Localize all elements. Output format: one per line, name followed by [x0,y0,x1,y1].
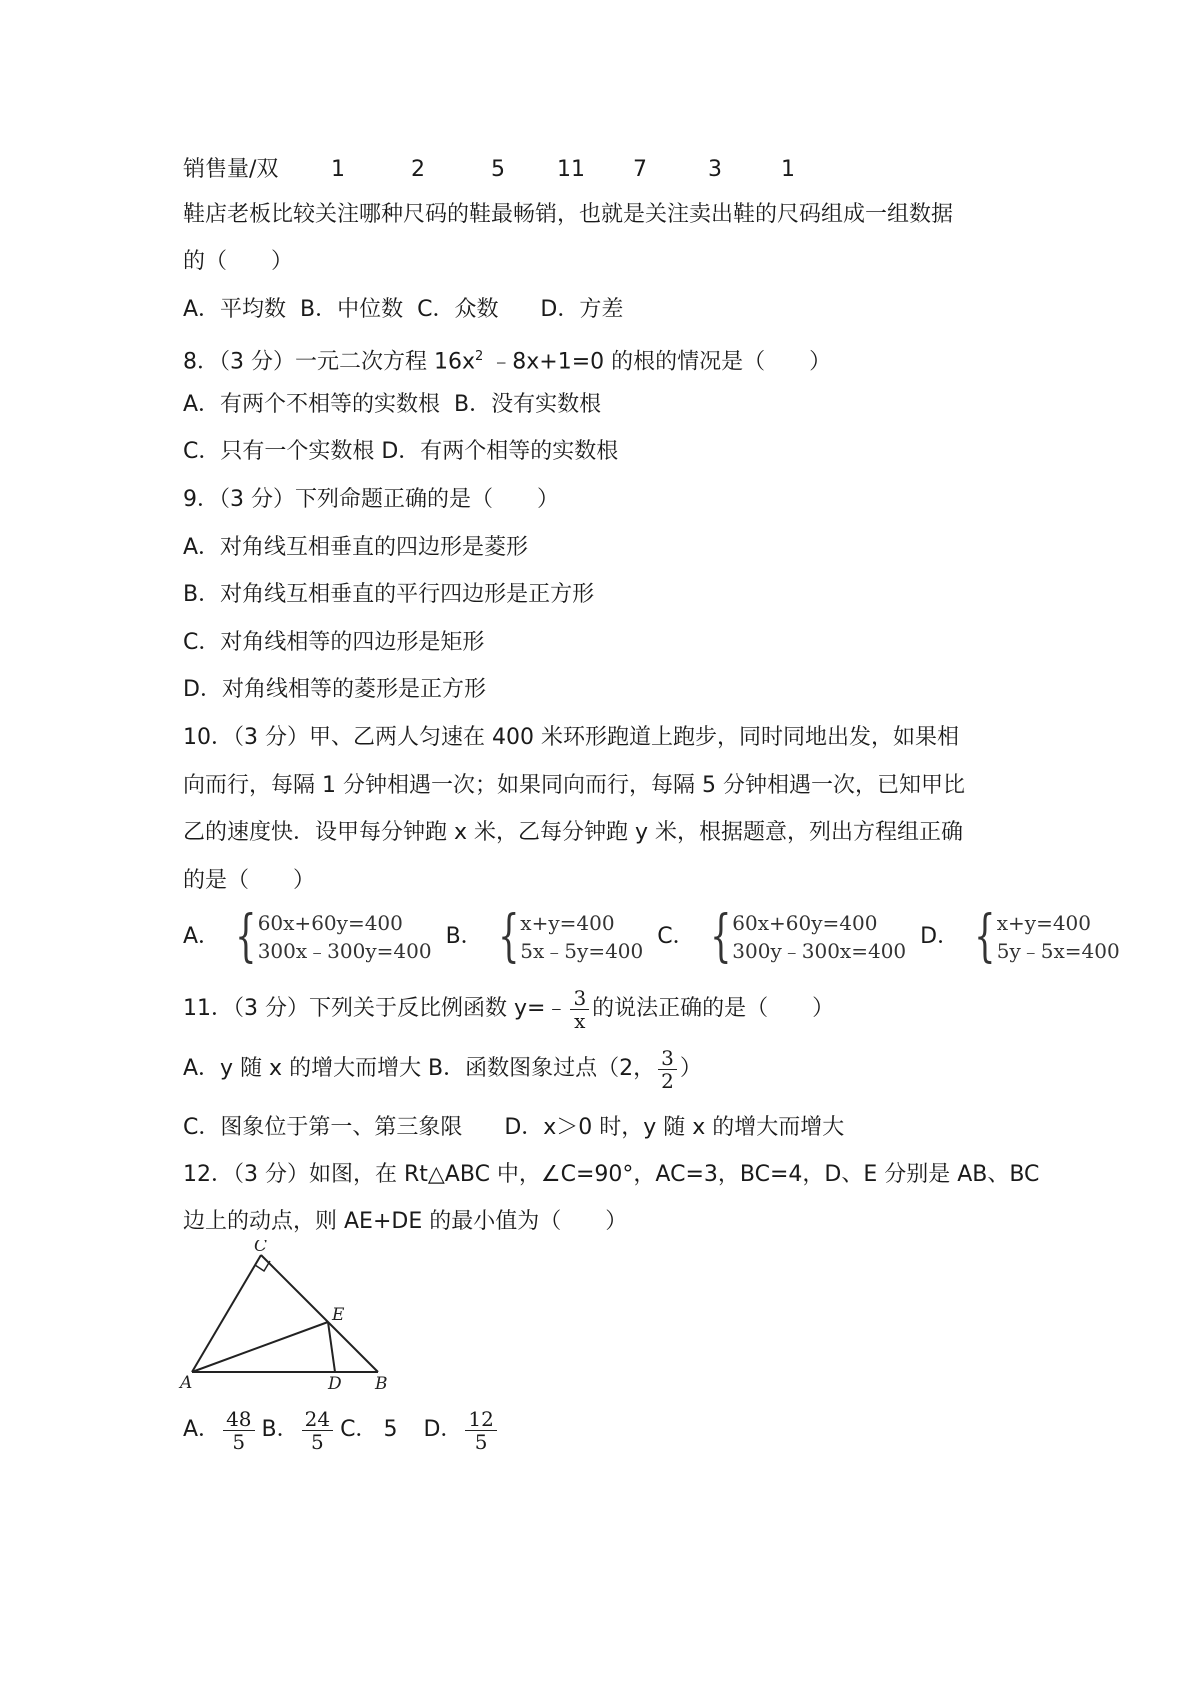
sales-value: 11 [557,157,585,182]
q11-fraction [570,987,589,1032]
fraction-denominator: 5 [474,1429,488,1454]
q7-options: A．平均数 B．中位数 C．众数 D．方差 [183,297,624,322]
triangle-figure [178,1240,408,1390]
q7-stem-line1: 鞋店老板比较关注哪种尺码的鞋最畅销，也就是关注卖出鞋的尺码组成一组数据 [183,202,954,227]
equation: 5y﹣5x=400 [996,939,1120,963]
q12-option-a-label: A． [183,1417,221,1442]
q11-option-ab-pre: A．y 随 x 的增大而增大 B．函数图象过点（2， [183,1056,656,1081]
q10-stem-line4: 的是（ ） [183,868,316,893]
equation: 60x+60y=400 [257,911,403,935]
q11-stem-pre: 11．（3 分）下列关于反比例函数 y=﹣ [183,996,568,1021]
label-a: A [180,1373,193,1390]
fraction-numerator: 3 [658,1047,677,1070]
label-d: D [328,1374,342,1390]
q12-options [183,1400,500,1460]
q7-stem-line2: 的（ ） [183,249,294,274]
label-c: C [254,1240,268,1256]
q8-stem [183,342,831,377]
q12-option-b-label: B． [261,1417,299,1442]
q10-option-a-label: A． [183,924,221,949]
q10-option-b-system [491,904,644,969]
segment-ae [192,1322,328,1372]
sales-row-label: 销售量/双 [183,157,279,182]
brace-glyph: { [709,904,732,969]
equation: x+y=400 [520,911,615,935]
sales-value: 2 [411,157,425,182]
q10-option-c-label: C． [657,924,695,949]
sales-value: 5 [491,157,505,182]
q8-superscript: 2 [475,349,484,364]
q12-option-c-value: 5 [383,1417,398,1442]
q8-options-line2: C．只有一个实数根 D．有两个相等的实数根 [183,439,619,464]
q8-stem-post: ﹣8x+1=0 的根的情况是（ ） [483,349,832,375]
q10-option-c-system [703,904,907,969]
fraction-numerator: 48 [223,1408,254,1431]
q11-stem [183,982,834,1036]
q10-options [183,906,1120,968]
q12-option-c-label: C． [340,1417,378,1442]
q9-stem: 9．（3 分）下列命题正确的是（ ） [183,487,559,512]
q9-option-c: C．对角线相等的四边形是矩形 [183,630,485,655]
q12-option-d-fraction [465,1408,496,1453]
equation: x+y=400 [996,911,1092,935]
side-ac [192,1255,261,1372]
segment-de [328,1322,335,1372]
fraction-numerator: 24 [302,1408,333,1431]
q12-option-a-fraction [223,1408,254,1453]
q10-stem-line2: 向而行，每隔 1 分钟相遇一次；如果同向而行，每隔 5 分钟相遇一次，已知甲比 [183,773,965,798]
q10-option-d-system [967,904,1120,969]
sales-value: 1 [331,157,345,182]
sales-value: 7 [633,157,647,182]
q10-option-a-system [228,904,432,969]
q11-option-cd: C．图象位于第一、第三象限 D．x＞0 时，y 随 x 的增大而增大 [183,1115,845,1140]
q12-option-b-fraction [302,1408,333,1453]
q12-option-d-label: D． [423,1417,463,1442]
q9-option-b: B．对角线互相垂直的平行四边形是正方形 [183,582,595,607]
equation: 300y﹣300x=400 [732,939,907,963]
brace-glyph: { [235,904,257,969]
q10-option-d-label: D． [920,924,960,949]
sales-value: 1 [781,157,795,182]
label-b: B [375,1374,388,1390]
fraction-denominator: 5 [232,1429,246,1454]
fraction-denominator: x [574,1008,586,1033]
brace-glyph: { [974,904,996,969]
q10-option-b-label: B． [445,924,483,949]
fraction-numerator: 12 [465,1408,496,1431]
sales-value: 3 [708,157,722,182]
q11-option-b-fraction [658,1047,677,1092]
q9-option-a: A．对角线互相垂直的四边形是菱形 [183,535,529,560]
q11-option-ab-post: ） [679,1056,702,1081]
brace-glyph: { [497,904,520,969]
equation: 60x+60y=400 [732,911,878,935]
q12-stem-line1: 12．（3 分）如图，在 Rt△ABC 中，∠C=90°，AC=3，BC=4，D、E 分别是 AB、BC [183,1162,1040,1187]
fraction-denominator: 2 [661,1068,674,1093]
side-cb [261,1255,378,1372]
q10-stem-line1: 10．（3 分）甲、乙两人匀速在 400 米环形跑道上跑步，同时同地出发，如果相 [183,725,959,750]
q12-stem-line2: 边上的动点，则 AE+DE 的最小值为（ ） [183,1209,628,1234]
q11-option-ab [183,1042,702,1096]
q8-stem-pre: 8．（3 分）一元二次方程 16x [183,349,475,375]
label-e: E [332,1305,345,1325]
q10-stem-line3: 乙的速度快．设甲每分钟跑 x 米，乙每分钟跑 y 米，根据题意，列出方程组正确 [183,820,964,845]
equation: 5x﹣5y=400 [520,939,644,963]
sales-row [183,155,803,185]
q8-options-line1: A．有两个不相等的实数根 B．没有实数根 [183,392,602,417]
equation: 300x﹣300y=400 [257,939,432,963]
fraction-numerator: 3 [570,987,589,1010]
fraction-denominator: 5 [310,1429,324,1454]
q11-stem-post: 的说法正确的是（ ） [592,996,835,1021]
q9-option-d: D．对角线相等的菱形是正方形 [183,677,486,702]
